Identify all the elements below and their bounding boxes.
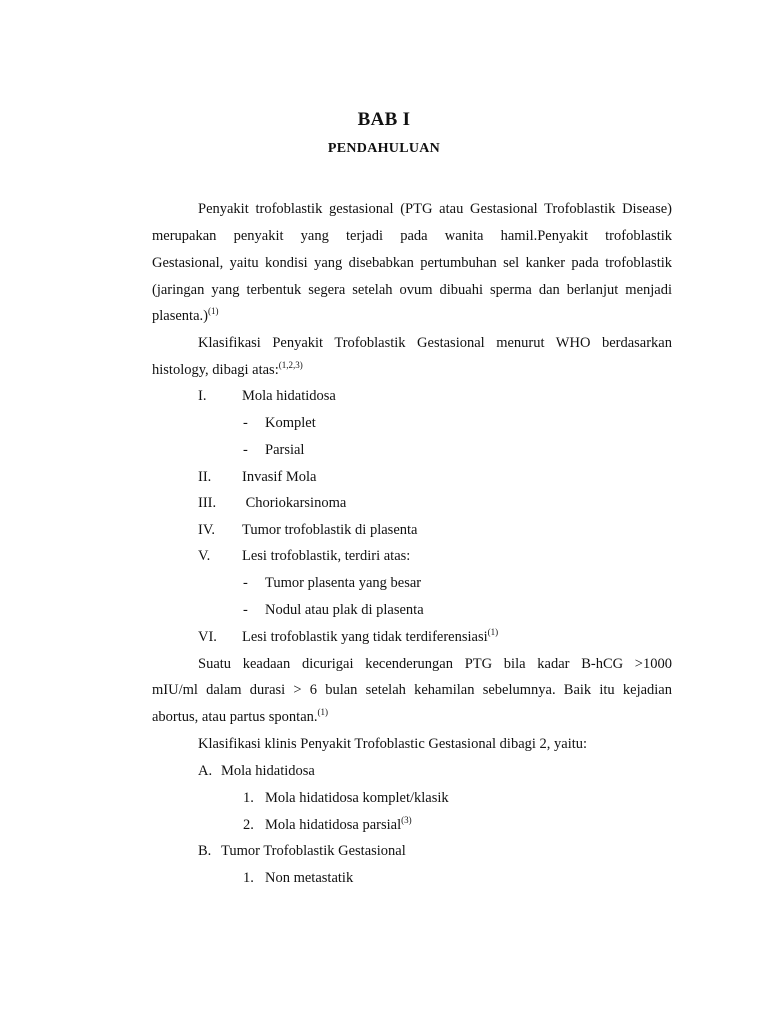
paragraph-3-line-3-text: abortus, atau partus spontan. [152, 709, 318, 725]
clinical-list-item: Mola hidatidosa [221, 763, 315, 779]
paragraph-2-line-2-text: histology, dibagi atas: [152, 362, 279, 378]
paragraph-1-line-5-text: plasenta.) [152, 308, 208, 324]
paragraph-3-line-3 [152, 708, 328, 726]
paragraph-1-line-1: Penyakit trofoblastik gestasional (PTG atau Gestasional Trofoblastik Disease) [198, 201, 672, 217]
clinical-list-subitem: Mola hidatidosa komplet/klasik [265, 790, 449, 806]
clinical-list-item: Tumor Trofoblastik Gestasional [221, 843, 406, 859]
who-list-number: III. [198, 495, 217, 511]
clinical-list-subitem-text: Mola hidatidosa parsial [265, 817, 402, 833]
citation-ref: (1) [317, 707, 329, 718]
clinical-list-subitem [265, 816, 412, 834]
paragraph-1-line-3: Gestasional, yaitu kondisi yang disebabkan pertumbuhan sel kanker pada trofoblastik [152, 255, 672, 271]
who-list-item: Invasif Mola [242, 469, 317, 485]
citation-ref: (1) [207, 306, 219, 317]
who-list-item [242, 628, 498, 646]
who-list-number: II. [198, 469, 212, 485]
clinical-list-subitem: Non metastatik [265, 870, 354, 886]
who-list-number: V. [198, 548, 211, 564]
paragraph-2-line-1: Klasifikasi Penyakit Trofoblastik Gestasional menurut WHO berdasarkan [198, 335, 672, 351]
clinical-list-label: B. [198, 843, 212, 859]
paragraph-4-line-1: Klasifikasi klinis Penyakit Trofoblastic Gestasional dibagi 2, yaitu: [198, 736, 588, 752]
who-list-item: Lesi trofoblastik, terdiri atas: [242, 548, 411, 564]
who-list-subitem: Nodul atau plak di plasenta [265, 602, 424, 618]
paragraph-1-line-2: merupakan penyakit yang terjadi pada wanita hamil.Penyakit trofoblastik [152, 228, 672, 244]
who-list-dash: - [243, 442, 248, 458]
who-list-subitem: Tumor plasenta yang besar [265, 575, 422, 591]
who-list-item: Tumor trofoblastik di plasenta [242, 522, 418, 538]
who-list-dash: - [243, 602, 248, 618]
clinical-list-label: A. [198, 763, 213, 779]
clinical-list-number: 1. [243, 870, 254, 886]
who-list-subitem: Komplet [265, 415, 316, 431]
citation-ref: (1,2,3) [278, 360, 303, 371]
who-list-dash: - [243, 575, 248, 591]
paragraph-1-line-4: (jaringan yang terbentuk segera setelah ovum dibuahi sperma dan berlanjut menjadi [152, 282, 672, 298]
who-list-item-text: Lesi trofoblastik yang tidak terdiferensiasi [242, 629, 488, 645]
who-list-subitem: Parsial [265, 442, 305, 458]
clinical-list-number: 2. [243, 817, 254, 833]
who-list-number: VI. [198, 629, 217, 645]
paragraph-2-line-2 [152, 361, 303, 379]
citation-ref: (3) [401, 815, 412, 826]
who-list-item: Mola hidatidosa [242, 388, 336, 404]
who-list-item: Choriokarsinoma [242, 495, 347, 511]
paragraph-1-line-5 [152, 307, 218, 325]
chapter-subtitle: PENDAHULUAN [327, 141, 441, 156]
chapter-title: BAB I [357, 109, 411, 130]
clinical-list-number: 1. [243, 790, 254, 806]
who-list-number: I. [198, 388, 207, 404]
paragraph-3-line-2: mIU/ml dalam durasi > 6 bulan setelah kehamilan sebelumnya. Baik itu kejadian [152, 682, 672, 698]
citation-ref: (1) [487, 627, 499, 638]
paragraph-3-line-1: Suatu keadaan dicurigai kecenderungan PTG bila kadar B-hCG >1000 [198, 656, 672, 672]
who-list-number: IV. [198, 522, 216, 538]
who-list-dash: - [243, 415, 248, 431]
